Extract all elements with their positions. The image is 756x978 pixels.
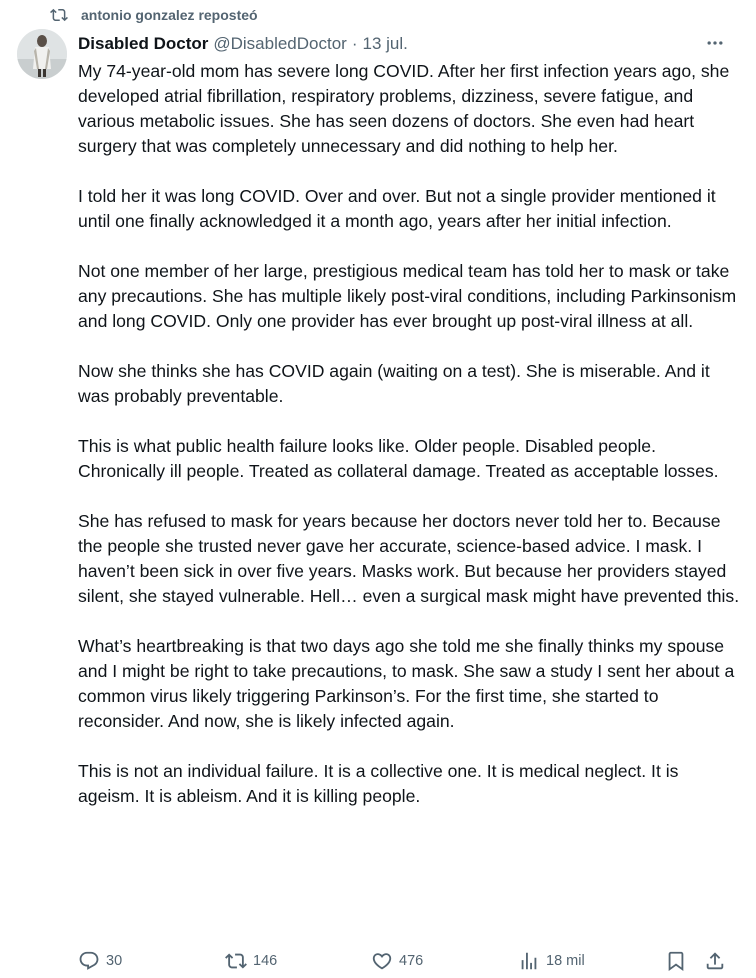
bookmark-icon xyxy=(665,950,687,972)
repost-action-icon xyxy=(225,950,247,972)
repost-icon xyxy=(50,6,68,24)
reply-button[interactable] xyxy=(78,947,122,975)
action-bar xyxy=(0,947,756,975)
tweet-text xyxy=(78,59,740,809)
views-button[interactable] xyxy=(518,947,585,975)
avatar[interactable] xyxy=(17,29,67,79)
like-count: 476 xyxy=(399,953,424,969)
heart-icon xyxy=(371,950,393,972)
header-separator: · xyxy=(351,34,358,53)
tweet-paragraph-1: My 74-year-old mom has severe long COVID. After her first infection years ago, she developed atrial fibrillation, respiratory problems, dizziness, severe fatigue, and various metabolic issues. She has seen dozens of doctors. She even had heart surgery that was completely unnecessary and did nothing to help her. xyxy=(78,61,730,156)
author-handle[interactable]: @DisabledDoctor xyxy=(213,34,347,53)
reply-icon xyxy=(78,950,100,972)
views-icon xyxy=(518,950,540,972)
tweet-date[interactable]: 13 jul. xyxy=(362,34,408,53)
reply-count: 30 xyxy=(106,953,123,969)
tweet-paragraph-4: Now she thinks she has COVID again (waiting on a test). She is miserable. And it was probably preventable. xyxy=(78,361,710,406)
tweet-paragraph-7: What’s heartbreaking is that two days ago she told me she finally thinks my spouse and I might be right to take precautions, to mask. She saw a study I sent her about a common virus likely triggering Parkinson’s. For the first time, she started to reconsider. And now, she is likely infected again. xyxy=(78,636,735,731)
repost-count: 146 xyxy=(253,953,278,969)
repost-text: antonio gonzalez reposteó xyxy=(81,7,258,23)
repost-button[interactable] xyxy=(225,947,277,975)
tweet-paragraph-5: This is what public health failure looks like. Older people. Disabled people. Chronically ill people. Treated as collateral damage. Treated as acceptable losses. xyxy=(78,436,719,481)
tweet-header xyxy=(78,32,408,56)
bookmark-button[interactable] xyxy=(665,947,687,975)
repost-attribution[interactable] xyxy=(50,3,258,27)
author-name[interactable]: Disabled Doctor xyxy=(78,34,209,53)
share-button[interactable] xyxy=(704,947,726,975)
like-button[interactable] xyxy=(371,947,423,975)
tweet-paragraph-8: This is not an individual failure. It is a collective one. It is medical neglect. It is ageism. It is ableism. And it is killing people. xyxy=(78,761,679,806)
more-icon xyxy=(705,33,725,53)
tweet-paragraph-2: I told her it was long COVID. Over and over. But not a single provider mentioned it until one finally acknowledged it a month ago, years after her initial infection. xyxy=(78,186,716,231)
more-options-button[interactable] xyxy=(700,31,730,55)
tweet-paragraph-3: Not one member of her large, prestigious medical team has told her to mask or take any precautions. She has multiple likely post-viral conditions, including Parkinsonism and long COVID. Only one provider has ever brought up post-viral illness at all. xyxy=(78,261,737,331)
tweet-paragraph-6: She has refused to mask for years because her doctors never told her to. Because the people she trusted never gave her accurate, science-based advice. I mask. I haven’t been sick in over five years. Masks work. But because her providers stayed silent, she stayed vulnerable. Hell… even a surgical mask might have prevented this. xyxy=(78,511,740,606)
share-icon xyxy=(704,950,726,972)
views-count: 18 mil xyxy=(546,953,585,969)
